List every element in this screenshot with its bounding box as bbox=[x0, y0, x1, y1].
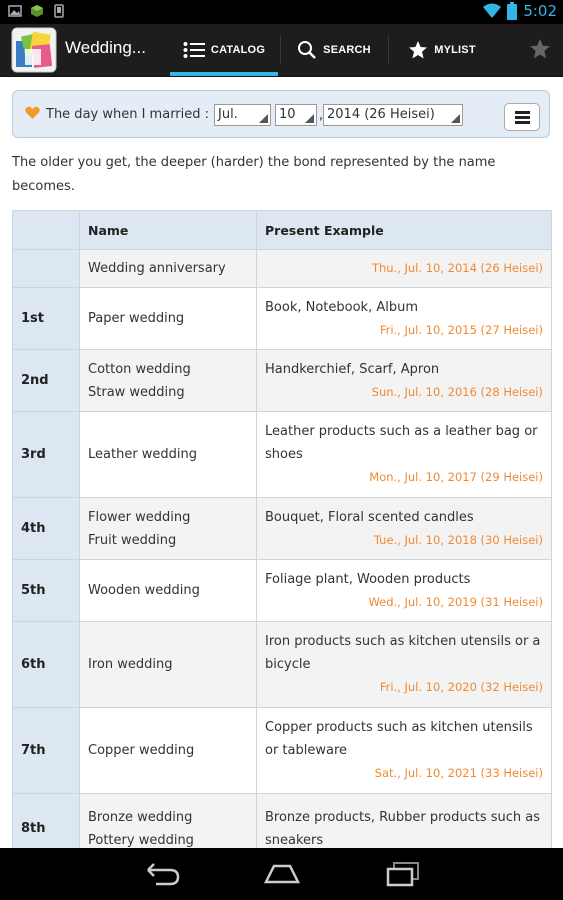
present-example-cell bbox=[257, 708, 552, 794]
tab-mylist[interactable] bbox=[390, 24, 494, 76]
app-notification-icon bbox=[30, 4, 44, 18]
back-icon[interactable] bbox=[142, 860, 182, 888]
table-row[interactable] bbox=[13, 350, 552, 412]
menu-icon bbox=[515, 111, 530, 114]
anniversary-name: Wooden wedding bbox=[80, 560, 257, 622]
app-logo-icon[interactable] bbox=[11, 27, 57, 73]
present-example: Leather products such as a leather bag or shoes bbox=[265, 424, 538, 462]
present-example: Bouquet, Floral scented candles bbox=[265, 509, 474, 525]
action-bar bbox=[0, 24, 563, 77]
recent-apps-icon[interactable] bbox=[382, 860, 422, 888]
month-value: Jul. bbox=[218, 107, 238, 122]
table-row[interactable] bbox=[13, 250, 552, 288]
status-bar bbox=[0, 0, 563, 24]
dropdown-arrow-icon bbox=[305, 114, 314, 123]
anniversary-number: 3rd bbox=[13, 412, 80, 498]
anniversary-name: Paper wedding bbox=[80, 288, 257, 350]
anniversary-number bbox=[13, 250, 80, 288]
anniversary-number: 8th bbox=[13, 794, 80, 864]
present-example: Bronze products, Rubber products such as sneakers bbox=[265, 809, 541, 848]
present-example-cell bbox=[257, 412, 552, 498]
anniversary-date: Tue., Jul. 10, 2018 (30 Heisei) bbox=[373, 532, 543, 547]
anniversary-name: Wedding anniversary bbox=[80, 250, 257, 288]
tab-search-label: SEARCH bbox=[323, 44, 371, 56]
table-row[interactable] bbox=[13, 560, 552, 622]
table-body bbox=[13, 250, 552, 864]
list-icon bbox=[183, 41, 205, 59]
anniversary-date: Sun., Jul. 10, 2016 (28 Heisei) bbox=[371, 384, 543, 399]
present-example-cell bbox=[257, 498, 552, 560]
add-to-mylist-star-icon[interactable] bbox=[529, 38, 551, 60]
heart-icon bbox=[25, 106, 40, 120]
anniversary-number: 4th bbox=[13, 498, 80, 560]
header-number bbox=[13, 211, 80, 250]
anniversary-name: Iron wedding bbox=[80, 622, 257, 708]
header-name: Name bbox=[80, 211, 257, 250]
year-select[interactable] bbox=[323, 104, 463, 126]
anniversary-date: Wed., Jul. 10, 2019 (31 Heisei) bbox=[368, 594, 543, 609]
present-example-cell bbox=[257, 350, 552, 412]
anniversary-number: 1st bbox=[13, 288, 80, 350]
anniversary-name: Flower wedding Fruit wedding bbox=[80, 498, 257, 560]
tab-catalog-label: CATALOG bbox=[210, 44, 266, 56]
tab-catalog[interactable] bbox=[170, 24, 278, 76]
anniversary-number: 5th bbox=[13, 560, 80, 622]
description-text: The older you get, the deeper (harder) the bond represented by the name becomes. bbox=[12, 155, 496, 194]
anniversary-date: Sat., Jul. 10, 2021 (33 Heisei) bbox=[374, 766, 543, 780]
gallery-notification-icon bbox=[8, 4, 22, 18]
table-row[interactable] bbox=[13, 412, 552, 498]
anniversary-table bbox=[12, 210, 552, 864]
tab-search[interactable] bbox=[282, 24, 386, 76]
anniversary-date: Thu., Jul. 10, 2014 (26 Heisei) bbox=[371, 261, 543, 275]
anniversary-date: Fri., Jul. 10, 2015 (27 Heisei) bbox=[379, 322, 543, 337]
home-icon[interactable] bbox=[262, 860, 302, 888]
anniversary-name: Copper wedding bbox=[80, 708, 257, 794]
star-icon bbox=[408, 40, 428, 60]
marriage-date-label: The day when I married : bbox=[46, 107, 210, 122]
wifi-icon bbox=[483, 3, 501, 19]
navigation-bar bbox=[0, 848, 563, 900]
header-present: Present Example bbox=[257, 211, 552, 250]
present-example: Handkerchief, Scarf, Apron bbox=[265, 361, 440, 377]
year-value: 2014 (26 Heisei) bbox=[327, 107, 435, 122]
table-row[interactable] bbox=[13, 288, 552, 350]
dropdown-arrow-icon bbox=[259, 114, 268, 123]
month-select[interactable] bbox=[214, 104, 271, 126]
marriage-date-panel bbox=[12, 90, 550, 138]
tab-divider bbox=[280, 36, 281, 64]
present-example: Iron products such as kitchen utensils or a bicycle bbox=[265, 634, 541, 672]
menu-icon bbox=[515, 121, 530, 124]
menu-icon bbox=[515, 116, 530, 119]
present-example: Copper products such as kitchen utensils or tableware bbox=[265, 720, 533, 758]
anniversary-number: 6th bbox=[13, 622, 80, 708]
date-separator: , bbox=[319, 108, 324, 123]
device-notification-icon bbox=[52, 4, 66, 18]
anniversary-number: 7th bbox=[13, 708, 80, 794]
dropdown-arrow-icon bbox=[451, 114, 460, 123]
anniversary-name: Cotton wedding Straw wedding bbox=[80, 350, 257, 412]
table-row[interactable] bbox=[13, 498, 552, 560]
app-title: Wedding... bbox=[65, 38, 146, 57]
anniversary-date: Mon., Jul. 10, 2017 (29 Heisei) bbox=[369, 470, 543, 484]
menu-button[interactable] bbox=[504, 103, 540, 131]
search-icon bbox=[297, 40, 317, 60]
battery-icon bbox=[507, 2, 517, 20]
present-example: Book, Notebook, Album bbox=[265, 299, 419, 315]
anniversary-number: 2nd bbox=[13, 350, 80, 412]
status-time: 5:02 bbox=[523, 2, 557, 20]
day-value: 10 bbox=[279, 107, 296, 122]
present-example: Foliage plant, Wooden products bbox=[265, 571, 471, 587]
tab-divider bbox=[388, 36, 389, 64]
present-example-cell bbox=[257, 622, 552, 708]
day-select[interactable] bbox=[275, 104, 317, 126]
anniversary-name: Leather wedding bbox=[80, 412, 257, 498]
tab-mylist-label: MYLIST bbox=[434, 44, 476, 56]
table-header-row bbox=[13, 211, 552, 250]
anniversary-name: Bronze wedding Pottery wedding bbox=[80, 794, 257, 864]
present-example-cell bbox=[257, 288, 552, 350]
table-row[interactable] bbox=[13, 708, 552, 794]
table-row[interactable] bbox=[13, 622, 552, 708]
anniversary-date: Fri., Jul. 10, 2020 (32 Heisei) bbox=[379, 680, 543, 694]
present-example-cell bbox=[257, 250, 552, 288]
present-example-cell bbox=[257, 560, 552, 622]
